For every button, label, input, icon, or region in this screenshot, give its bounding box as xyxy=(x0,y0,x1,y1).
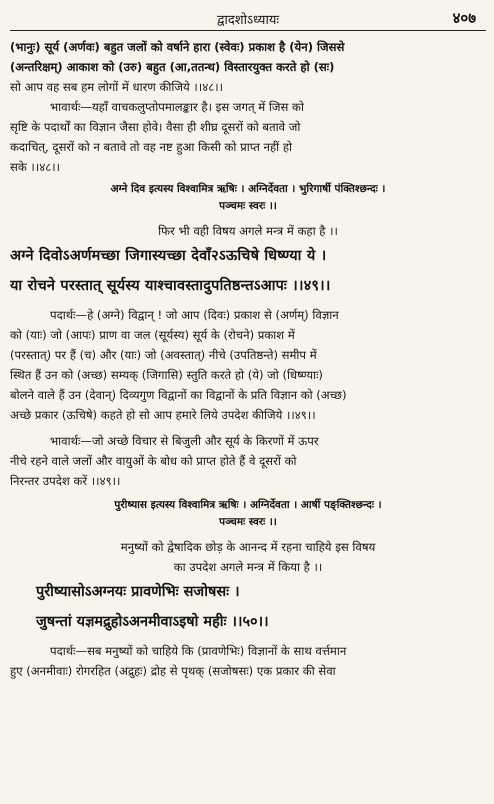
padarth-paragraph-49 xyxy=(10,305,486,425)
text-line: स्थित हैं उन को (अच्छ) सम्यक् (जिगासि) स्तुति करते हो (ये) जो (धिष्ण्याः) xyxy=(10,368,323,382)
swar-line: पञ्चमः स्वरः ।। xyxy=(219,516,277,528)
text-line: बोलने वाले हैं उन (देवान्) दिव्यगुण विद्वानों का विद्वानों के प्रति विज्ञान को (अच्छ) xyxy=(10,388,347,402)
text-line: (अन्तरिक्षम्) आकाश को (उरु) बहुत (आ,ततन्थ) विस्तारयुक्त करते हो (सः) xyxy=(10,60,335,74)
rishi-devata-line: अग्ने दिव इत्यस्य विश्वामित्र ऋषिः । अग्निर्देवता । भुरिगार्षी पंक्तिश्छन्दः । xyxy=(110,183,386,195)
page xyxy=(10,6,486,798)
text-line: भावार्थः—जो अच्छे विचार से बिजुली और सूर्य के किरणों में ऊपर xyxy=(50,434,319,448)
mantra-line: अग्ने दिवोऽअर्णमच्छा जिगास्यच्छा देवाँ२ऽऊचिषे धिष्ण्या ये । xyxy=(10,248,327,264)
header-rule xyxy=(10,30,486,31)
mantra-line: जुषन्तां यज्ञमद्रुहोऽअनमीवाऽइषो महीः ।।५०।। xyxy=(36,614,269,630)
text-line: (परस्तात्) पर हैं (च) और (याः) जो (अवस्तात्) नीचे (उपतिष्ठन्ते) समीप में xyxy=(10,348,317,362)
text-line: पदार्थः—हे (अग्ने) विद्वान् ! जो आप (दिवः) प्रकाश से (अर्णम्) विज्ञान xyxy=(50,308,339,322)
mantra-intro: फिर भी वही विषय अगले मन्त्र में कहा है ।। xyxy=(158,224,338,238)
text-line: को (याः) जो (आपः) प्राण वा जल (सूर्यस्य) सूर्य के (रोचने) प्रकाश में xyxy=(10,328,295,342)
meaning-paragraph-48 xyxy=(10,37,486,97)
page-number: ४०७ xyxy=(452,9,476,27)
mantra-intro xyxy=(10,537,486,577)
text-line: भावार्थः—यहाँ वाचकलुप्तोपमालङ्कार है। इस जगत् में जिस को xyxy=(50,100,304,114)
bhavarth-paragraph-48 xyxy=(10,97,486,177)
bhavarth-paragraph-49 xyxy=(10,431,486,491)
padarth-paragraph-50 xyxy=(10,641,486,681)
text-line: पदार्थः—सब मनुष्यों को चाहिये कि (प्रावणेभिः) विज्ञानों के साथ वर्त्तमान xyxy=(50,644,347,658)
mantra-49 xyxy=(10,241,486,301)
page-header xyxy=(10,6,486,30)
chapter-title: द्वादशोऽध्यायः xyxy=(217,13,279,28)
text-line: हुए (अनमीवाः) रोगरहित (अद्रुहः) द्रोह से पृथक् (सजोषसः) एक प्रकार की सेवा xyxy=(10,664,336,678)
text-line: नीचे रहने वाले जलों और वायुओं के बोध को प्राप्त होते हैं वे दूसरों को xyxy=(10,454,297,468)
text-line: सो आप वह सब हम लोगों में धारण कीजिये ।।४८।। xyxy=(10,80,224,94)
swar-line: पञ्चमः स्वरः ।। xyxy=(219,200,277,212)
mantra-line: पुरीष्यासोऽअग्नयः प्रावणेभिः सजोषसः । xyxy=(36,584,240,600)
text-line: (भानुः) सूर्य (अर्णवः) बहुत जलों को वर्षाने हारा (स्वेवः) प्रकाश है (येन) जिससे xyxy=(10,40,345,54)
mantra-50 xyxy=(10,577,486,637)
rishi-devata-line: पुरीष्यास इत्यस्य विश्वामित्र ऋषिः । अग्निर्देवता । आर्षी पङ्क्तिश्छन्दः । xyxy=(114,499,382,511)
text-line: मनुष्यों को द्वेषादिक छोड़ के आनन्द में रहना चाहिये इस विषय xyxy=(120,540,376,554)
text-line: अच्छे प्रकार (ऊचिषे) कहते हो सो आप हमारे लिये उपदेश कीजिये ।।४९।। xyxy=(10,408,316,422)
mantra-line: या रोचने परस्तात् सूर्यस्य याश्चावस्तादुपतिष्ठन्तऽआपः ।।४९।। xyxy=(10,278,331,294)
text-line: कदाचित्, दूसरों को न बतावे तो वह नष्ट हुआ किसी को प्राप्त नहीं हो xyxy=(10,140,292,154)
text-line: सके ।।४८।। xyxy=(10,160,61,174)
text-line: सृष्टि के पदार्थों का विज्ञान जैसा होवे। वैसा ही शीघ्र दूसरों को बतावे जो xyxy=(10,120,301,134)
text-line: का उपदेश अगले मन्त्र में किया है ।। xyxy=(173,560,323,574)
text-line: निरन्तर उपदेश करें ।।४९।। xyxy=(10,474,121,488)
